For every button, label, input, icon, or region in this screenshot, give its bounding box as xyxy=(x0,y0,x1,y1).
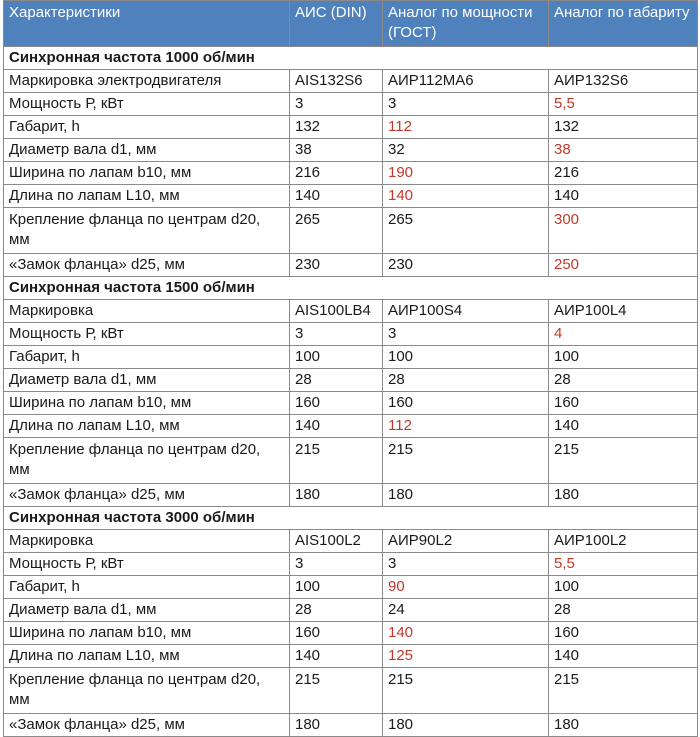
table-row xyxy=(4,392,698,415)
value-cell: 216 xyxy=(549,162,698,185)
table-row xyxy=(4,668,698,714)
value-cell: 100 xyxy=(549,346,698,369)
value-cell: АИР132S6 xyxy=(549,70,698,93)
value-cell: 215 xyxy=(290,438,383,484)
value-cell: 140 xyxy=(290,645,383,668)
value-cell: 265 xyxy=(290,208,383,254)
section-title: Синхронная частота 1500 об/мин xyxy=(4,277,698,300)
row-label: «Замок фланца» d25, мм xyxy=(4,484,290,507)
section-header-row xyxy=(4,507,698,530)
section-title: Синхронная частота 3000 об/мин xyxy=(4,507,698,530)
table-row xyxy=(4,300,698,323)
table-row xyxy=(4,576,698,599)
value-cell: 100 xyxy=(290,576,383,599)
value-cell: АИР100L2 xyxy=(549,530,698,553)
row-label: Маркировка xyxy=(4,530,290,553)
value-cell: 215 xyxy=(549,438,698,484)
row-label: Диаметр вала d1, мм xyxy=(4,139,290,162)
value-cell: 3 xyxy=(383,323,549,346)
row-label: Габарит, h xyxy=(4,116,290,139)
value-cell: 140 xyxy=(383,622,549,645)
value-cell: 28 xyxy=(290,369,383,392)
table-row xyxy=(4,622,698,645)
row-label: «Замок фланца» d25, мм xyxy=(4,714,290,737)
row-label: Габарит, h xyxy=(4,576,290,599)
value-cell: АИР100S4 xyxy=(383,300,549,323)
value-cell: 3 xyxy=(290,93,383,116)
value-cell: 180 xyxy=(383,714,549,737)
value-cell: 180 xyxy=(549,714,698,737)
table-row xyxy=(4,530,698,553)
value-cell: 140 xyxy=(549,415,698,438)
header-analog-power: Аналог по мощности (ГОСТ) xyxy=(383,1,549,47)
row-label: Диаметр вала d1, мм xyxy=(4,599,290,622)
value-cell: 160 xyxy=(290,392,383,415)
value-cell: 160 xyxy=(383,392,549,415)
row-label: Длина по лапам L10, мм xyxy=(4,185,290,208)
value-cell: 230 xyxy=(383,254,549,277)
value-cell: AIS132S6 xyxy=(290,70,383,93)
value-cell: 112 xyxy=(383,415,549,438)
value-cell: 3 xyxy=(290,323,383,346)
value-cell: 3 xyxy=(383,93,549,116)
value-cell: 100 xyxy=(383,346,549,369)
table-row xyxy=(4,484,698,507)
value-cell: 265 xyxy=(383,208,549,254)
value-cell: 4 xyxy=(549,323,698,346)
spec-table xyxy=(3,0,698,737)
row-label: Мощность Р, кВт xyxy=(4,323,290,346)
header-analog-size: Аналог по габариту xyxy=(549,1,698,47)
row-label: Длина по лапам L10, мм xyxy=(4,645,290,668)
value-cell: 100 xyxy=(549,576,698,599)
value-cell: 112 xyxy=(383,116,549,139)
header-ais-din: АИС (DIN) xyxy=(290,1,383,47)
value-cell: 190 xyxy=(383,162,549,185)
value-cell: 160 xyxy=(290,622,383,645)
table-row xyxy=(4,438,698,484)
value-cell: AIS100LB4 xyxy=(290,300,383,323)
value-cell: 215 xyxy=(383,668,549,714)
row-label: Крепление фланца по центрам d20, мм xyxy=(4,208,290,254)
table-row xyxy=(4,70,698,93)
value-cell: 28 xyxy=(383,369,549,392)
table-row xyxy=(4,185,698,208)
table-row xyxy=(4,93,698,116)
table-row xyxy=(4,162,698,185)
value-cell: 215 xyxy=(549,668,698,714)
section-header-row xyxy=(4,277,698,300)
value-cell: АИР100L4 xyxy=(549,300,698,323)
value-cell: AIS100L2 xyxy=(290,530,383,553)
row-label: Ширина по лапам b10, мм xyxy=(4,162,290,185)
value-cell: 215 xyxy=(383,438,549,484)
value-cell: 132 xyxy=(549,116,698,139)
value-cell: 28 xyxy=(549,599,698,622)
table-row xyxy=(4,323,698,346)
value-cell: 230 xyxy=(290,254,383,277)
value-cell: 28 xyxy=(549,369,698,392)
row-label: Мощность Р, кВт xyxy=(4,553,290,576)
header-characteristics: Характеристики xyxy=(4,1,290,47)
value-cell: 100 xyxy=(290,346,383,369)
table-row xyxy=(4,369,698,392)
value-cell: 3 xyxy=(383,553,549,576)
value-cell: 5,5 xyxy=(549,553,698,576)
section-title: Синхронная частота 1000 об/мин xyxy=(4,47,698,70)
value-cell: 215 xyxy=(290,668,383,714)
header-row xyxy=(4,1,698,47)
value-cell: 3 xyxy=(290,553,383,576)
table-row xyxy=(4,645,698,668)
row-label: Ширина по лапам b10, мм xyxy=(4,622,290,645)
value-cell: 38 xyxy=(549,139,698,162)
row-label: Маркировка xyxy=(4,300,290,323)
value-cell: 180 xyxy=(290,484,383,507)
value-cell: 140 xyxy=(290,185,383,208)
value-cell: 125 xyxy=(383,645,549,668)
row-label: Габарит, h xyxy=(4,346,290,369)
value-cell: 32 xyxy=(383,139,549,162)
table-row xyxy=(4,139,698,162)
row-label: Диаметр вала d1, мм xyxy=(4,369,290,392)
value-cell: 140 xyxy=(549,645,698,668)
value-cell: 180 xyxy=(549,484,698,507)
value-cell: 140 xyxy=(549,185,698,208)
row-label: Крепление фланца по центрам d20, мм xyxy=(4,668,290,714)
row-label: «Замок фланца» d25, мм xyxy=(4,254,290,277)
value-cell: 132 xyxy=(290,116,383,139)
row-label: Маркировка электродвигателя xyxy=(4,70,290,93)
value-cell: 250 xyxy=(549,254,698,277)
table-row xyxy=(4,599,698,622)
value-cell: 160 xyxy=(549,622,698,645)
value-cell: 140 xyxy=(383,185,549,208)
value-cell: 38 xyxy=(290,139,383,162)
value-cell: 180 xyxy=(290,714,383,737)
value-cell: 28 xyxy=(290,599,383,622)
value-cell: 300 xyxy=(549,208,698,254)
table-row xyxy=(4,346,698,369)
table-row xyxy=(4,415,698,438)
value-cell: 5,5 xyxy=(549,93,698,116)
row-label: Крепление фланца по центрам d20, мм xyxy=(4,438,290,484)
table-row xyxy=(4,254,698,277)
row-label: Мощность Р, кВт xyxy=(4,93,290,116)
section-header-row xyxy=(4,47,698,70)
value-cell: 140 xyxy=(290,415,383,438)
row-label: Ширина по лапам b10, мм xyxy=(4,392,290,415)
row-label: Длина по лапам L10, мм xyxy=(4,415,290,438)
table-row xyxy=(4,553,698,576)
table-row xyxy=(4,116,698,139)
table-row xyxy=(4,208,698,254)
value-cell: АИР90L2 xyxy=(383,530,549,553)
value-cell: 24 xyxy=(383,599,549,622)
value-cell: 180 xyxy=(383,484,549,507)
value-cell: 160 xyxy=(549,392,698,415)
value-cell: АИР112МА6 xyxy=(383,70,549,93)
value-cell: 216 xyxy=(290,162,383,185)
spec-table-body xyxy=(4,1,698,737)
value-cell: 90 xyxy=(383,576,549,599)
table-row xyxy=(4,714,698,737)
